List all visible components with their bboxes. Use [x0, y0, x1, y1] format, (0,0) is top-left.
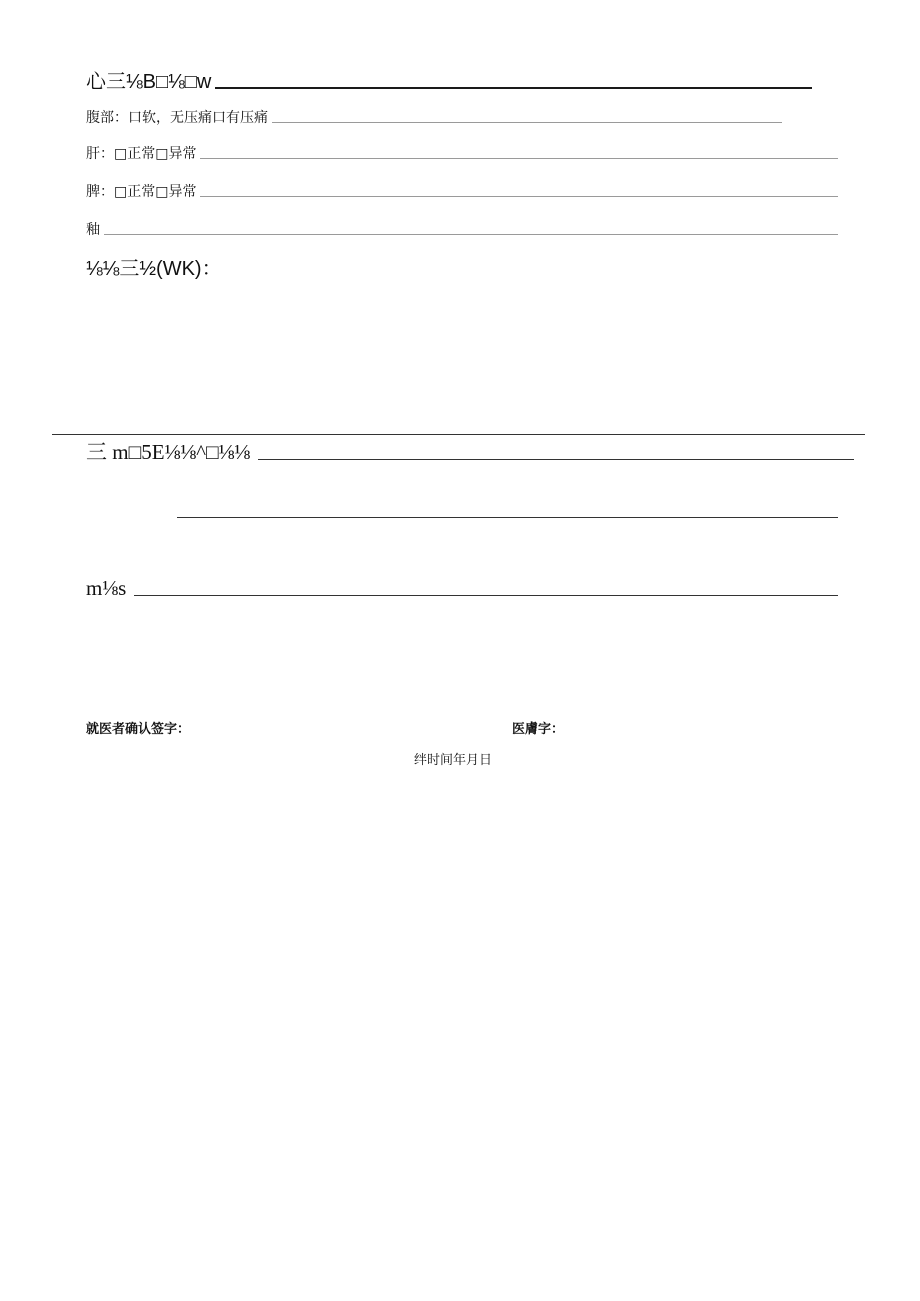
- abdomen-exam-field[interactable]: [272, 122, 782, 123]
- advice-label: m⅛s: [86, 576, 127, 600]
- aux-exam-label: ⅛⅛三½(WK)：: [86, 258, 222, 280]
- abdomen-exam-label: 腹部：口软，无压痛口有压痛: [86, 110, 268, 126]
- heart-exam-field[interactable]: [215, 87, 812, 89]
- signature-date-label: 绊时间年月日: [414, 753, 493, 768]
- spleen-exam-label: 脾：□正常□异常: [86, 184, 197, 200]
- spleen-exam-row: [86, 183, 838, 201]
- heart-exam-row: [86, 70, 812, 94]
- other-exam-row: [86, 221, 838, 239]
- doctor-signature-label: 医膚字：: [512, 722, 565, 737]
- section-divider: [52, 434, 865, 435]
- advice-row: [86, 576, 838, 600]
- liver-exam-field[interactable]: [200, 158, 838, 159]
- abdomen-exam-row: [86, 109, 782, 127]
- aux-exam-row: [86, 257, 222, 281]
- heart-exam-label: 心三⅛B□⅛□w: [86, 71, 212, 93]
- diagnosis-label: 三 m□5E⅛⅛^□⅛⅛: [86, 440, 251, 464]
- diagnosis-continuation-field[interactable]: [177, 517, 838, 518]
- diagnosis-row: [86, 440, 854, 464]
- diagnosis-continuation-row: [177, 502, 838, 522]
- liver-exam-row: [86, 145, 838, 163]
- liver-exam-label: 肝：□正常□异常: [86, 146, 197, 162]
- diagnosis-field[interactable]: [258, 459, 854, 460]
- other-exam-field[interactable]: [104, 234, 838, 235]
- spleen-exam-field[interactable]: [200, 196, 838, 197]
- other-exam-label: 釉: [86, 222, 100, 238]
- advice-field[interactable]: [134, 595, 838, 596]
- patient-signature-label: 就医者确认签字：: [86, 722, 191, 737]
